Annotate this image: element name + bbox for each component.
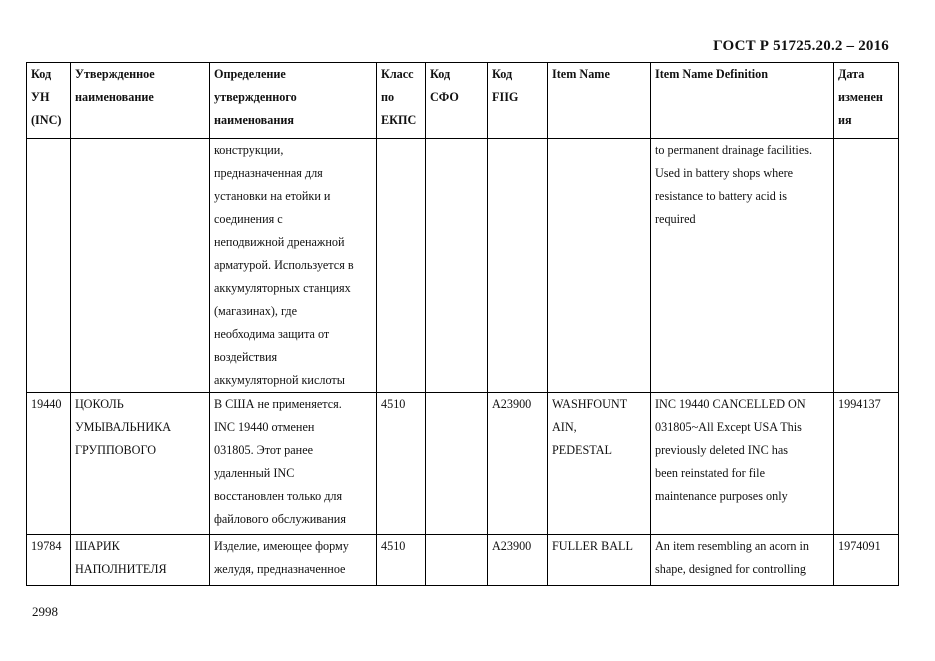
cell-approved-name	[71, 139, 210, 393]
column-header-change-date: Дата изменен ия	[834, 63, 899, 139]
cell-change-date	[834, 139, 899, 393]
table-header-row	[27, 63, 899, 139]
cell-item-name: WASHFOUNT AIN, PEDESTAL	[548, 393, 651, 535]
cell-item-name-definition: INC 19440 CANCELLED ON 031805~All Except USA This previously deleted INC has been reinstated for file maintenance purposes only	[651, 393, 834, 535]
cell-change-date: 1994137	[834, 393, 899, 535]
column-header-item-name: Item Name	[548, 63, 651, 139]
cell-approved-name: ШАРИК НАПОЛНИТЕЛЯ	[71, 535, 210, 586]
cell-inc	[27, 139, 71, 393]
column-header-inc: Код УН (INC)	[27, 63, 71, 139]
cell-fiig-code: A23900	[488, 535, 548, 586]
cell-item-name: FULLER BALL	[548, 535, 651, 586]
column-header-item-name-definition: Item Name Definition	[651, 63, 834, 139]
cell-approved-name: ЦОКОЛЬ УМЫВАЛЬНИКА ГРУППОВОГО	[71, 393, 210, 535]
cell-definition: конструкции, предназначенная для установки на етойки и соединения с неподвижной дренажной арматурой. Используется в аккумуляторных станциях (магазинах), где необходима защита от воздействия аккумуляторной кислоты	[210, 139, 377, 393]
cell-ekps-class: 4510	[377, 393, 426, 535]
cell-sfo-code	[426, 393, 488, 535]
inc-table	[26, 62, 899, 586]
cell-definition: В США не применяется. INC 19440 отменен 031805. Этот ранее удаленный INC восстановлен только для файлового обслуживания	[210, 393, 377, 535]
cell-item-name-definition: to permanent drainage facilities. Used in battery shops where resistance to battery acid is required	[651, 139, 834, 393]
column-header-fiig-code: Код FIIG	[488, 63, 548, 139]
cell-fiig-code	[488, 139, 548, 393]
cell-definition: Изделие, имеющее форму желудя, предназначенное	[210, 535, 377, 586]
cell-fiig-code: A23900	[488, 393, 548, 535]
table-row	[27, 535, 899, 586]
cell-sfo-code	[426, 139, 488, 393]
cell-ekps-class: 4510	[377, 535, 426, 586]
column-header-ekps-class: Класс по ЕКПС	[377, 63, 426, 139]
cell-change-date: 1974091	[834, 535, 899, 586]
document-header: ГОСТ Р 51725.20.2 – 2016	[713, 38, 889, 54]
column-header-sfo-code: Код СФО	[426, 63, 488, 139]
cell-item-name	[548, 139, 651, 393]
page-number: 2998	[32, 604, 58, 619]
table-row	[27, 139, 899, 393]
column-header-definition: Определение утвержденного наименования	[210, 63, 377, 139]
cell-inc: 19440	[27, 393, 71, 535]
cell-inc: 19784	[27, 535, 71, 586]
cell-sfo-code	[426, 535, 488, 586]
cell-ekps-class	[377, 139, 426, 393]
column-header-approved-name: Утвержденное наименование	[71, 63, 210, 139]
table-row	[27, 393, 899, 535]
cell-item-name-definition: An item resembling an acorn in shape, designed for controlling	[651, 535, 834, 586]
